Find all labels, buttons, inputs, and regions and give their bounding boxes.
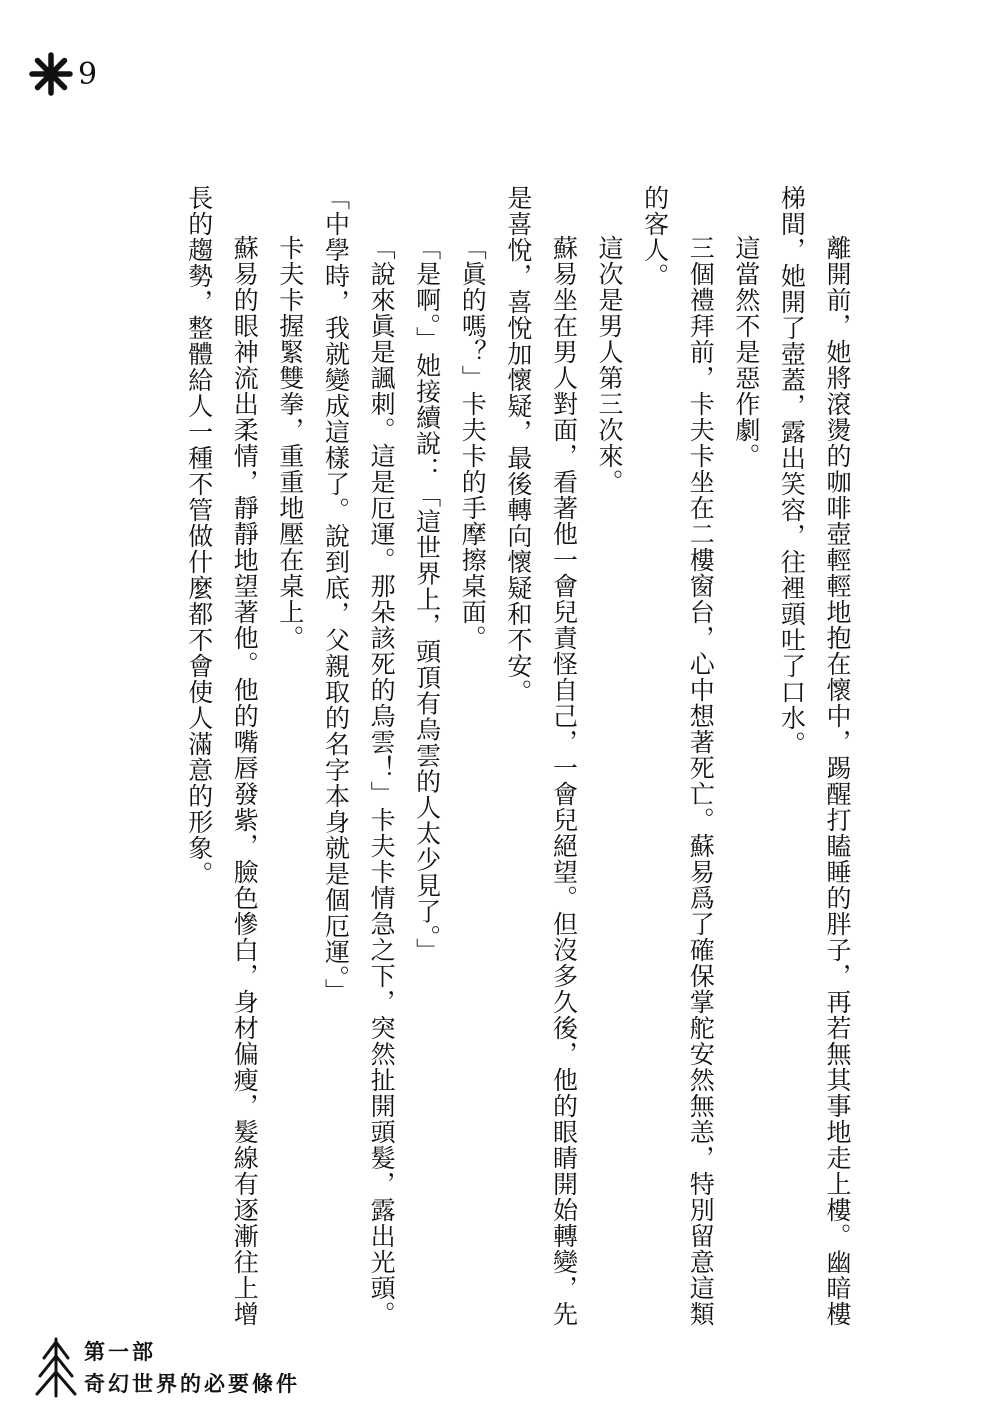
paragraph: 卡夫卡握緊雙拳，重重地壓在桌上。 xyxy=(275,235,305,651)
paragraph: 這次是男人第三次來。 xyxy=(595,235,625,495)
footer-text xyxy=(84,1336,300,1400)
asterisk-star-icon xyxy=(28,51,74,97)
paragraph: 「是啊。」她接續說：「這世界上，頭頂有烏雲的人太少見了。」 xyxy=(412,235,442,964)
pine-tree-icon xyxy=(34,1336,78,1398)
page-number-text: 9 xyxy=(78,56,98,92)
paragraph: 三個禮拜前，卡夫卡坐在二樓窗台，心中想著死亡。蘇易爲了確保掌舵安然無恙，特別留意這類的客人。 xyxy=(640,185,716,1327)
paragraph: 「眞的嗎？」卡夫卡的手摩擦桌面。 xyxy=(458,235,488,651)
paragraph: 蘇易坐在男人對面，看著他一會兒責怪自己，一會兒絕望。但沒多久後，他的眼睛開始轉變，先是喜悅，喜悅加懷疑，最後轉向懷疑和不安。 xyxy=(503,185,579,1327)
page-number xyxy=(28,52,97,96)
body-text xyxy=(140,185,860,1335)
footer-chapter-title: 奇幻世界的必要條件 xyxy=(84,1372,300,1396)
paragraph: 「說來眞是諷刺。這是厄運。那朵該死的烏雲！」卡夫卡情急之下，突然扯開頭髮，露出光頭。「中學時，我就變成這樣了。說到底，父親取的名字本身就是個厄運。」 xyxy=(321,185,397,1327)
running-footer xyxy=(34,1336,300,1400)
footer-part-label: 第一部 xyxy=(84,1340,156,1364)
paragraph: 離開前，她將滾燙的咖啡壺輕輕地抱在懷中，踢醒打瞌睡的胖子，再若無其事地走上樓。幽暗樓梯間，她開了壺蓋，露出笑容，往裡頭吐了口水。 xyxy=(777,185,852,1327)
paragraph: 蘇易的眼神流出柔情，靜靜地望著他。他的嘴唇發紫，臉色慘白，身材偏瘦，髮線有逐漸往上增長的趨勢，整體給人一種不管做什麼都不會使人滿意的形象。 xyxy=(184,185,260,1327)
paragraph: 這當然不是惡作劇。 xyxy=(731,235,761,469)
